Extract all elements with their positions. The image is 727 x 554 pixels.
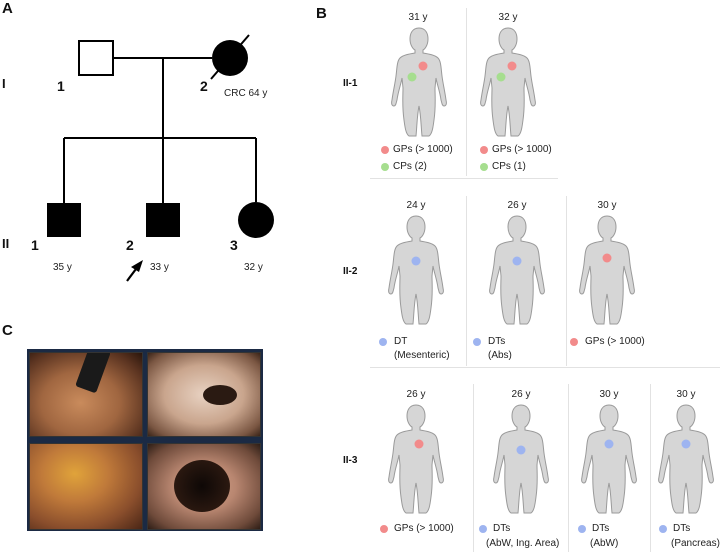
lesion-marker-blue	[517, 446, 526, 455]
body-figure	[384, 26, 454, 138]
legend-text: DTs	[488, 336, 506, 347]
generation-2-label: II	[2, 236, 10, 251]
individual-I-1-number: 1	[57, 78, 65, 94]
body-figure	[572, 214, 642, 326]
body-silhouette	[392, 28, 447, 136]
endoscopy-image-4	[147, 443, 261, 530]
legend-dot-green	[381, 163, 389, 171]
body-silhouette	[490, 216, 545, 324]
body-figure	[486, 403, 556, 515]
individual-II-1-number: 1	[31, 237, 39, 253]
lumen-dark-2	[174, 460, 230, 512]
row-label-II-2: II-2	[343, 266, 358, 277]
body-figure	[651, 403, 721, 515]
individual-II-2-square	[146, 203, 180, 237]
endoscopy-image-3	[29, 443, 143, 530]
individual-I-2-note: CRC 64 y	[224, 88, 268, 99]
legend-dot-red	[380, 525, 388, 533]
body-figure	[482, 214, 552, 326]
body-silhouette	[582, 405, 637, 513]
legend-text-extra: (AbW)	[590, 538, 619, 549]
lesion-marker-red	[603, 254, 612, 263]
body-silhouette	[580, 216, 635, 324]
lesion-marker-green	[408, 73, 417, 82]
legend-dot-blue	[379, 338, 387, 346]
lesion-marker-blue	[605, 440, 614, 449]
legend-dot-red	[480, 146, 488, 154]
generation-1-label: I	[2, 76, 6, 91]
legend-text: GPs (> 1000)	[585, 336, 645, 347]
body-figure	[381, 214, 451, 326]
row-3-col-divider-2	[568, 384, 569, 552]
individual-II-2-number: 2	[126, 237, 134, 253]
panel-b-letter: B	[316, 5, 327, 22]
panel-c-letter: C	[2, 322, 13, 339]
body-figure	[574, 403, 644, 515]
age-II-3-fig-3: 30 y	[599, 389, 619, 400]
age-II-3-fig-4: 30 y	[676, 389, 696, 400]
endoscopy-image-1	[29, 352, 143, 437]
lesion-marker-red	[415, 440, 424, 449]
lesion-marker-blue	[513, 257, 522, 266]
legend-dot-blue	[479, 525, 487, 533]
legend-dot-red	[381, 146, 389, 154]
body-silhouette	[389, 216, 444, 324]
individual-II-1-square	[47, 203, 81, 237]
individual-II-3-number: 3	[230, 237, 238, 253]
lesion-marker-blue	[412, 257, 421, 266]
body-silhouette	[389, 405, 444, 513]
body-silhouette	[494, 405, 549, 513]
age-II-1-fig-2: 32 y	[498, 12, 518, 23]
row-label-II-3: II-3	[343, 455, 358, 466]
legend-text: CPs (1)	[492, 161, 526, 172]
age-II-3-fig-1: 26 y	[406, 389, 426, 400]
row-label-II-1: II-1	[343, 78, 358, 89]
endoscopy-montage	[27, 349, 263, 531]
row-1-col-divider	[466, 8, 467, 176]
legend-text: GPs (> 1000)	[394, 523, 454, 534]
body-figure	[381, 403, 451, 515]
lesion-marker-red	[419, 62, 428, 71]
legend-text-extra: (Pancreas)	[671, 538, 720, 549]
legend-dot-blue	[578, 525, 586, 533]
individual-I-2-number: 2	[200, 78, 208, 94]
individual-II-3-note: 32 y	[244, 262, 263, 273]
legend-text: GPs (> 1000)	[492, 144, 552, 155]
endoscopy-image-2	[147, 352, 261, 437]
row-3-col-divider-1	[473, 384, 474, 552]
lesion-marker-red	[508, 62, 517, 71]
lumen-dark	[203, 385, 237, 405]
legend-dot-red	[570, 338, 578, 346]
legend-text: DT	[394, 336, 408, 347]
proband-arrow-head	[131, 260, 143, 272]
legend-text: DTs	[592, 523, 610, 534]
legend-text: CPs (2)	[393, 161, 427, 172]
body-figure	[473, 26, 543, 138]
age-II-3-fig-2: 26 y	[511, 389, 531, 400]
legend-text-extra: (Mesenteric)	[394, 350, 450, 361]
legend-dot-blue	[659, 525, 667, 533]
legend-text: GPs (> 1000)	[393, 144, 453, 155]
endoscope-tool	[75, 352, 111, 393]
lesion-marker-blue	[682, 440, 691, 449]
body-silhouette	[659, 405, 714, 513]
age-II-2-fig-2: 26 y	[507, 200, 527, 211]
legend-text: DTs	[493, 523, 511, 534]
lesion-marker-green	[497, 73, 506, 82]
age-II-2-fig-3: 30 y	[597, 200, 617, 211]
panel-a-letter: A	[2, 0, 13, 17]
age-II-2-fig-1: 24 y	[406, 200, 426, 211]
row-2-divider	[370, 367, 720, 368]
individual-II-3-circle	[238, 202, 274, 238]
legend-text-extra: (AbW, Ing. Area)	[486, 538, 560, 549]
age-II-1-fig-1: 31 y	[408, 12, 428, 23]
row-2-col-divider-1	[466, 196, 467, 366]
body-silhouette	[481, 28, 536, 136]
row-2-col-divider-2	[566, 196, 567, 366]
pedigree-chart	[0, 0, 310, 300]
individual-II-1-note: 35 y	[53, 262, 72, 273]
individual-I-1-square	[79, 41, 113, 75]
row-1-divider	[370, 178, 558, 179]
legend-dot-green	[480, 163, 488, 171]
legend-text: DTs	[673, 523, 691, 534]
legend-text-extra: (Abs)	[488, 350, 512, 361]
legend-dot-blue	[473, 338, 481, 346]
individual-II-2-note: 33 y	[150, 262, 169, 273]
